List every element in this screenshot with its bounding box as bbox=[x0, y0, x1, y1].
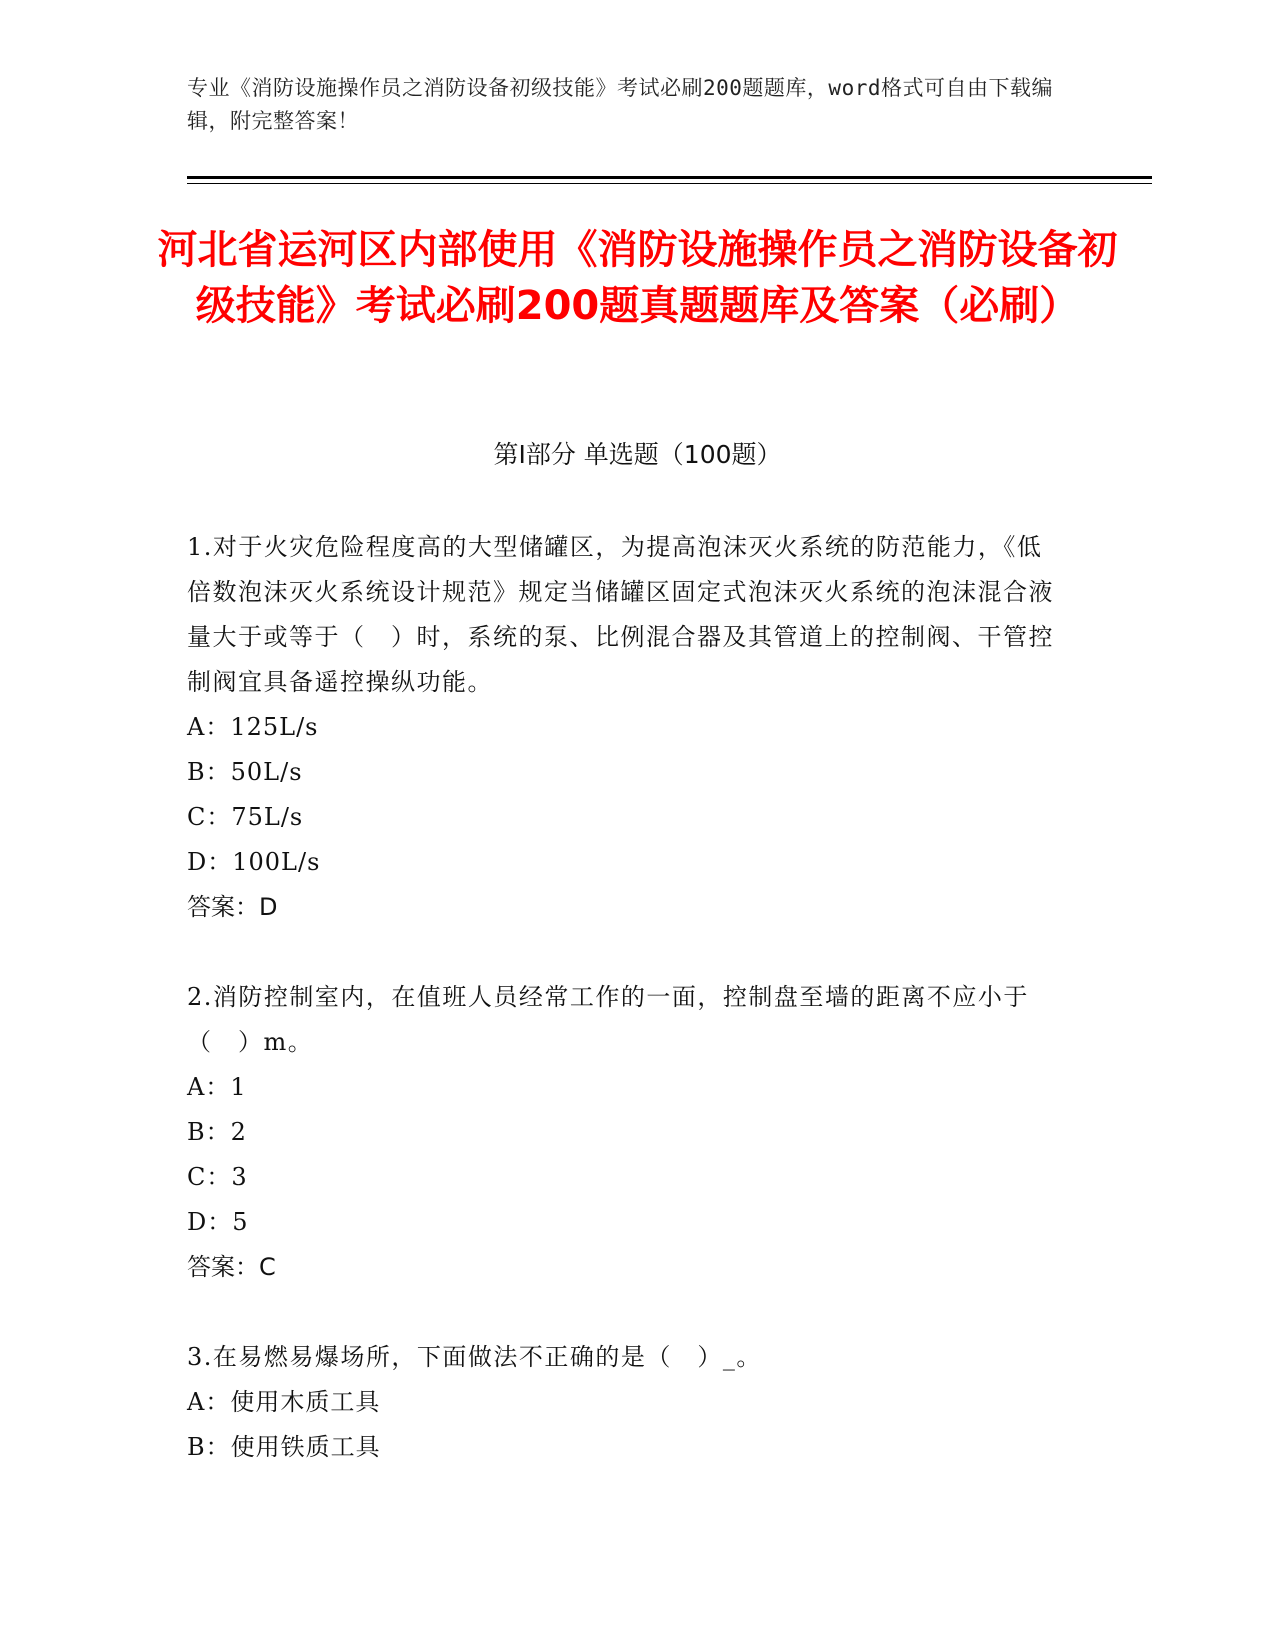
document-title: 河北省运河区内部使用《消防设施操作员之消防设备初级技能》考试必刷200题真题题库及答案（必刷） bbox=[157, 227, 1118, 329]
answer: 答案：D bbox=[187, 893, 278, 921]
question-1 bbox=[187, 525, 1067, 930]
option-a: A：125L/s bbox=[187, 713, 319, 741]
option-c: C：3 bbox=[187, 1163, 248, 1191]
option-b: B：50L/s bbox=[187, 758, 303, 786]
question-stem: 3.在易燃易爆场所，下面做法不正确的是（ ）_。 bbox=[187, 1343, 762, 1371]
question-list bbox=[187, 525, 1067, 1515]
option-c: C：75L/s bbox=[187, 803, 304, 831]
answer: 答案：C bbox=[187, 1253, 276, 1281]
question-2 bbox=[187, 975, 1067, 1290]
question-3 bbox=[187, 1335, 1067, 1470]
header-rule-thin bbox=[187, 183, 1152, 184]
option-d: D：5 bbox=[187, 1208, 249, 1236]
option-b: B：2 bbox=[187, 1118, 247, 1146]
header-note: 专业《消防设施操作员之消防设备初级技能》考试必刷200题题库，word格式可自由下载编辑，附完整答案！ bbox=[187, 76, 1053, 133]
question-stem: 1.对于火灾危险程度高的大型储罐区，为提高泡沫灭火系统的防范能力，《低倍数泡沫灭火系统设计规范》规定当储罐区固定式泡沫灭火系统的泡沫混合液量大于或等于（ ）时，系统的泵、比例混合器及其管道上的控制阀、干管控制阀宜具备遥控操纵功能。 bbox=[187, 533, 1054, 696]
option-a: A：使用木质工具 bbox=[187, 1388, 381, 1416]
option-b: B：使用铁质工具 bbox=[187, 1433, 381, 1461]
option-a: A：1 bbox=[187, 1073, 247, 1101]
header-rule-thick bbox=[187, 176, 1152, 179]
section-title: 第Ⅰ部分 单选题（100题） bbox=[493, 440, 782, 469]
option-d: D：100L/s bbox=[187, 848, 321, 876]
question-stem: 2.消防控制室内，在值班人员经常工作的一面，控制盘至墙的距离不应小于（ ）m。 bbox=[187, 983, 1029, 1056]
